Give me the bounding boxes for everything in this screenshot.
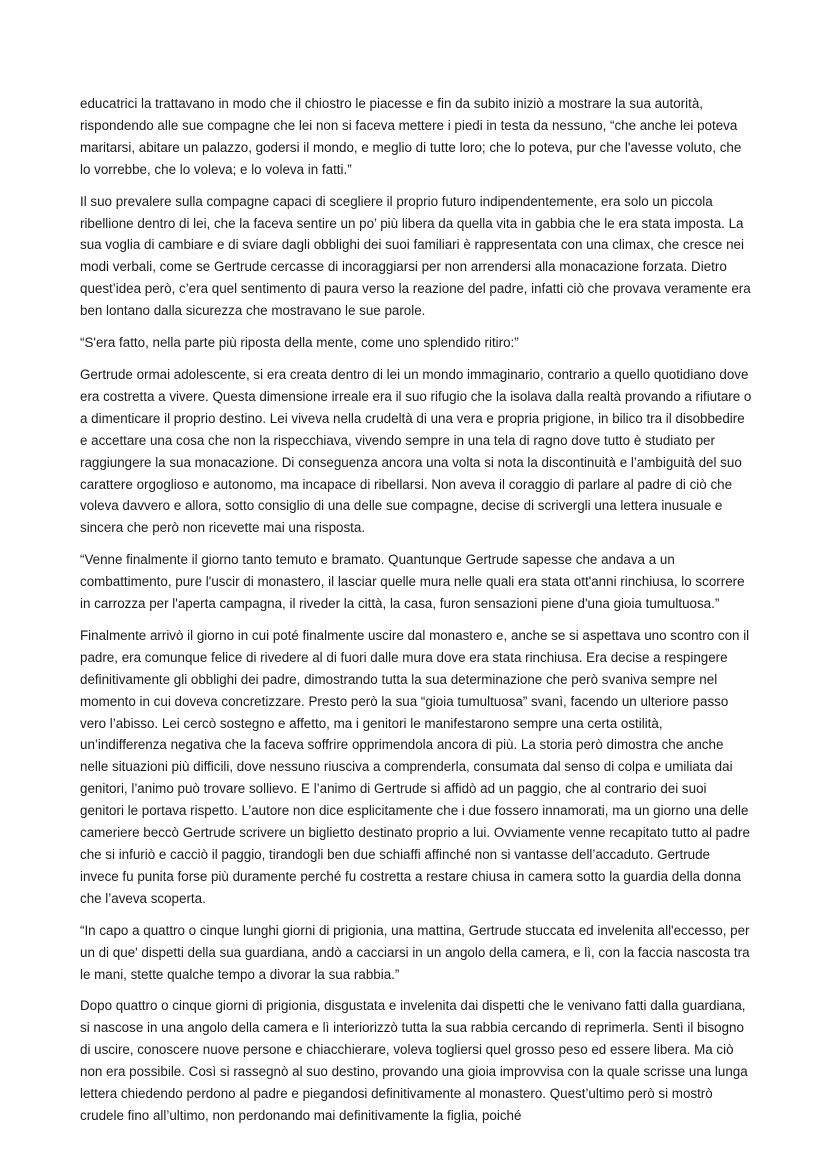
paragraph-1: educatrici la trattavano in modo che il chiostro le piacesse e fin da subito iniziò a mostrare la sua autorità, rispondendo alle sue compagne che lei non si faceva mettere i piedi in testa da nessuno, “che anche lei poteva maritarsi, abitare un palazzo, godersi il mondo, e meglio di tutte loro; che lo poteva, pur che l'avesse voluto, che lo vorrebbe, che lo voleva; e lo voleva in fatti.” <box>80 96 742 177</box>
paragraph-2: Il suo prevalere sulla compagne capaci di scegliere il proprio futuro indipendentemente, era solo un piccola ribellione dentro di lei, che la faceva sentire un po’ più libera da quella vita in gabbia che le era stata imposta. La sua voglia di cambiare e di sviare dagli obblighi dei suoi familiari è rappresentata con una climax, che cresce nei modi verbali, come se Gertrude cercasse di incoraggiarsi per non arrendersi alla monacazione forzata. Dietro quest’idea però, c’era quel sentimento di paura verso la reazione del padre, infatti ciò che provava veramente era ben lontano dalla sicurezza che mostravano le sue parole. <box>80 193 751 319</box>
quote-paragraph-1: “S'era fatto, nella parte più riposta della mente, come uno splendido ritiro:” <box>80 335 519 351</box>
quote-paragraph-3: “In capo a quattro o cinque lunghi giorni di prigionia, una mattina, Gertrude stuccata ed invelenita all'eccesso, per un di que' dispetti della sua guardiana, andò a cacciarsi in un angolo della camera, e lì, con la faccia nascosta tra le mani, stette qualche tempo a divorar la sua rabbia.” <box>80 922 750 982</box>
paragraph-5: Dopo quattro o cinque giorni di prigionia, disgustata e invelenita dai dispetti che le venivano fatti dalla guardiana, si nascose in una angolo della camera e lì interiorizzò tutta la sua rabbia cercando di reprimerla. Sentì il bisogno di uscire, conoscere nuove persone e chiacchierare, voleva togliersi quel grosso peso ed essere libera. Ma ciò non era possibile. Così si rassegnò al suo destino, provando una gioia improvvisa con la quale scrisse una lunga lettera chiedendo perdono al padre e piegandosi definitivamente al monastero. Quest’ultimo però si mostrò crudele fino all’ultimo, non perdonando mai definitivamente la figlia, poiché <box>80 998 748 1123</box>
document-page <box>80 93 752 1137</box>
paragraph-3: Gertrude ormai adolescente, si era creata dentro di lei un mondo immaginario, contrario a quello quotidiano dove era costretta a vivere. Questa dimensione irreale era il suo rifugio che la isolava dalla realtà provando a rifiutare o a dimenticare il proprio destino. Lei viveva nella crudeltà di una vera e propria prigione, in bilico tra il disobbedire e accettare una cosa che non la rispecchiava, vivendo sempre in una tela di ragno dove tutto è studiato per raggiungere la sua monacazione. Di conseguenza ancora una volta si nota la discontinuità e l’ambiguità del suo carattere orgoglioso e autonomo, ma incapace di ribellarsi. Non aveva il coraggio di parlare al padre di ciò che voleva davvero e allora, sotto consiglio di una delle sue compagne, decise di scrivergli una lettera inusuale e sincera che però non ricevette mai una risposta. <box>80 366 752 536</box>
paragraph-4: Finalmente arrivò il giorno in cui poté finalmente uscire dal monastero e, anche se si aspettava uno scontro con il padre, era comunque felice di rivedere al di fuori dalle mura dove era stata rinchiusa. Era decise a respingere definitivamente gli obblighi dei padre, dimostrando tutta la sua determinazione che però svaniva sempre nel momento in cui doveva concretizzare. Presto però la sua “gioia tumultuosa” svanì, facendo un ulteriore passo vero l’abisso. Lei cercò sostegno e affetto, ma i genitori le manifestarono sempre una certa ostilità, un’indifferenza negativa che la faceva soffrire opprimendola ancora di più. La storia però dimostra che anche nelle situazioni più difficili, dove nessuno riusciva a comprenderla, consumata dal senso di colpa e umiliata dai genitori, l’animo può trovare sollievo. E l’animo di Gertrude si affidò ad un paggio, che al contrario dei suoi genitori le portava rispetto. L’autore non dice esplicitamente che i due fossero innamorati, ma un giorno una delle cameriere beccò Gertrude scrivere un biglietto destinato proprio a lui. Ovviamente venne recapitato tutto al padre che si infuriò e cacciò il paggio, tirandogli ben due schiaffi affinché non si vantasse dell’accaduto. Gertrude invece fu punita forse più duramente perché fu costretta a restare chiusa in camera sotto la guardia della donna che l’aveva scoperta. <box>80 627 750 906</box>
quote-paragraph-2: “Venne finalmente il giorno tanto temuto e bramato. Quantunque Gertrude sapesse che andava a un combattimento, pure l'uscir di monastero, il lasciar quelle mura nelle quali era stata ott'anni rinchiusa, lo scorrere in carrozza per l'aperta campagna, il riveder la città, la casa, furon sensazioni piene d'una gioia tumultuosa.” <box>80 552 745 612</box>
